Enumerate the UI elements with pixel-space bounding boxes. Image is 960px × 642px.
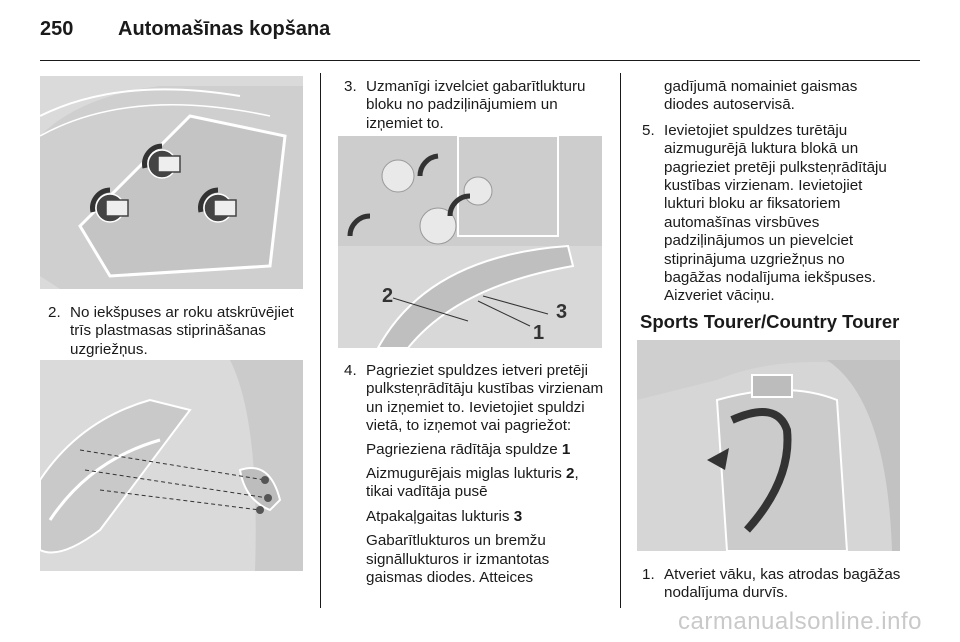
step-4 xyxy=(344,362,606,436)
callout-3: 3 xyxy=(556,301,568,323)
column-1-text xyxy=(48,304,310,364)
item-ref: 3 xyxy=(513,507,523,525)
led-note: Gabarītlukturos un bremžu signāllukturos ir izmantotas gaismas diodes. Atteices xyxy=(366,532,550,587)
page-number: 250 xyxy=(40,18,74,40)
item-text: Aizmugurējais miglas lukturis xyxy=(366,465,567,483)
item-ref: 2 xyxy=(566,465,575,483)
page-header xyxy=(40,18,330,41)
item-ref: 1 xyxy=(561,440,571,458)
column-3-text xyxy=(642,78,904,311)
item-text: Atpakaļgaitas lukturis xyxy=(366,507,514,525)
step-3 xyxy=(344,78,604,133)
callout-2: 2 xyxy=(382,285,394,307)
step-5 xyxy=(642,122,904,306)
illustration-trunk-cover xyxy=(637,340,900,551)
callout-1: 1 xyxy=(533,322,545,344)
illustration-lamp-bulbs xyxy=(338,136,602,348)
bulb-item-2 xyxy=(366,465,606,502)
column-2-top-text xyxy=(344,78,604,138)
page-title: Automašīnas kopšana xyxy=(118,18,331,40)
led-note-continued: gadījumā nomainiet gaismas diodes autoservisā. xyxy=(664,78,858,114)
item-text: Pagrieziena rādītāja spuldze xyxy=(366,440,562,458)
step-text: Ievietojiet spuldzes turētāju aizmugurējā luktura blokā un pagrieziet pretēji pulksteņrādītāju kustības virzienam. Ievietojiet lukturi bloku ar fiksatoriem automašīnas virsbūves padziļinājumos un pievelciet stiprinājuma uzgriežņus no bagāžas nodalījuma iekšpuses. Aizveriet vāciņu. xyxy=(664,121,887,305)
illustration-rear-panel-nuts xyxy=(40,76,303,289)
step-number: 1. xyxy=(642,566,655,583)
step-text: Pagrieziet spuldzes ietveri pretēji pulksteņrādītāju kustības virzienam un izņemiet to. Ievietojiet spuldzi vietā, to izņemot vai pagriežot: xyxy=(366,362,604,435)
step-number: 2. xyxy=(48,304,61,321)
header-rule xyxy=(40,60,920,61)
illustration-lamp-removal xyxy=(40,360,303,571)
column-3-bottom-text xyxy=(642,566,904,608)
item-suffix: , tikai vadītāja pusē xyxy=(366,465,579,501)
section-heading: Sports Tourer/Country Tourer xyxy=(640,311,900,332)
step-number: 3. xyxy=(344,78,357,95)
step-number: 5. xyxy=(642,121,655,139)
step-2 xyxy=(48,304,310,359)
step-text: No iekšpuses ar roku atskrūvējiet trīs plastmasas stiprināšanas uzgriežņus. xyxy=(70,304,294,358)
column-2-bottom-text xyxy=(344,362,606,593)
column-divider-2 xyxy=(620,73,621,608)
bulb-item-1 xyxy=(366,441,606,459)
step-text: Uzmanīgi izvelciet gabarītlukturu bloku no padziļinājumiem un izņemiet to. xyxy=(366,78,586,132)
step-number: 4. xyxy=(344,362,357,379)
watermark: carmanualsonline.info xyxy=(678,608,922,635)
column-divider-1 xyxy=(320,73,321,608)
step-1 xyxy=(642,566,904,603)
bulb-item-3 xyxy=(366,508,606,526)
step-text: Atveriet vāku, kas atrodas bagāžas nodalījuma durvīs. xyxy=(664,566,901,602)
